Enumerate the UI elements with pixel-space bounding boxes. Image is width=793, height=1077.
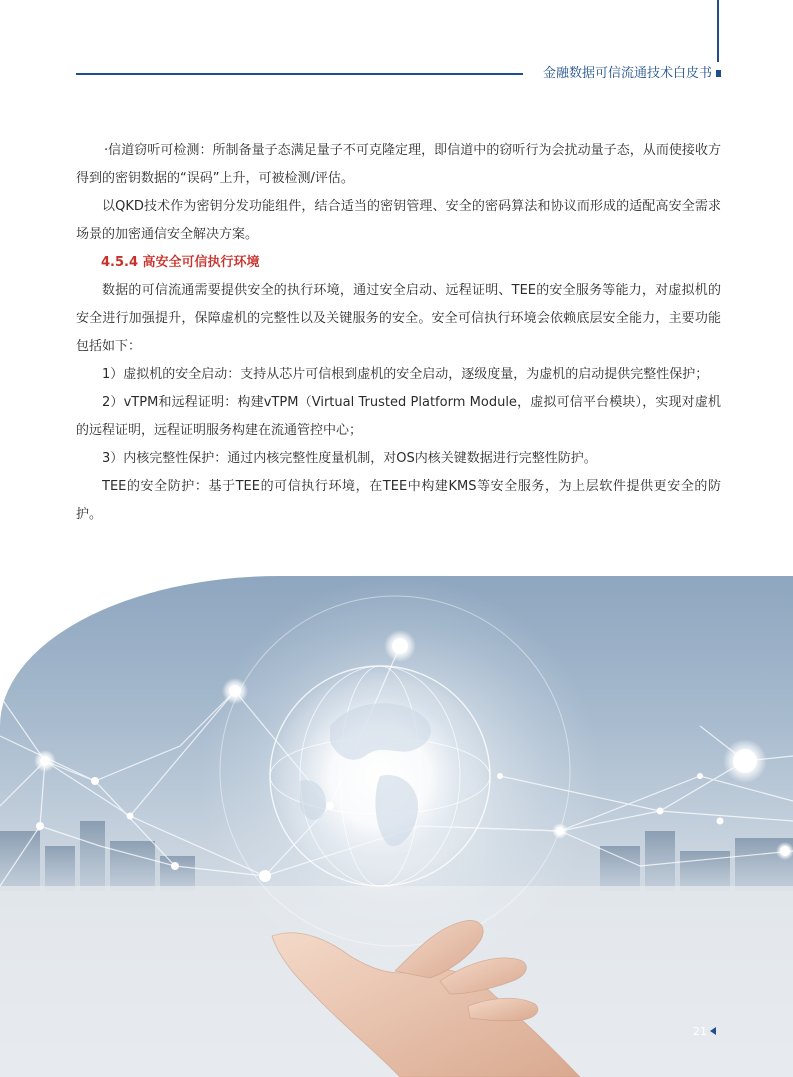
paragraph-tee-intro: 数据的可信流通需要提供安全的执行环境，通过安全启动、远程证明、TEE的安全服务等能力，对虚拟机的安全进行加强提升，保障虚机的完整性以及关键服务的安全。安全可信执行环境会依赖底层安全能力，主要功能包括如下： <box>76 283 721 354</box>
page-number <box>693 1024 723 1040</box>
page-number-text: 21 <box>693 1025 707 1038</box>
globe-hand-network-illustration <box>0 576 793 1077</box>
running-header-title: 金融数据可信流通技术白皮书 <box>542 66 712 81</box>
list-item-secure-boot: 1）虚拟机的安全启动：支持从芯片可信根到虚机的安全启动，逐级度量，为虚机的启动提供完整性保护； <box>102 367 709 382</box>
body-text <box>76 137 721 529</box>
section-heading: 4.5.4 高安全可信执行环境 <box>101 255 260 270</box>
list-item-vtpm: 2）vTPM和远程证明：构建vTPM（Virtual Trusted Platform Module，虚拟可信平台模块），实现对虚机的远程证明，远程证明服务构建在流通管控中心； <box>76 395 721 438</box>
paragraph-eavesdrop-detection: ·信道窃听可检测：所制备量子态满足量子不可克隆定理，即信道中的窃听行为会扰动量子态，从而使接收方得到的密钥数据的“误码”上升，可被检测/评估。 <box>76 143 721 186</box>
header-marker <box>716 70 721 77</box>
header-horizontal-rule <box>76 73 523 75</box>
list-item-kernel-integrity: 3）内核完整性保护：通过内核完整性度量机制，对OS内核关键数据进行完整性防护。 <box>102 451 597 466</box>
header-vertical-rule <box>717 0 719 62</box>
page-arrow-icon <box>710 1027 716 1035</box>
paragraph-tee-protection: TEE的安全防护：基于TEE的可信执行环境，在TEE中构建KMS等安全服务，为上层软件提供更安全的防护。 <box>76 479 721 522</box>
paragraph-qkd-solution: 以QKD技术作为密钥分发功能组件，结合适当的密钥管理、安全的密码算法和协议而形成的适配高安全需求场景的加密通信安全解决方案。 <box>76 199 721 242</box>
globe-hand-image <box>0 576 793 1077</box>
